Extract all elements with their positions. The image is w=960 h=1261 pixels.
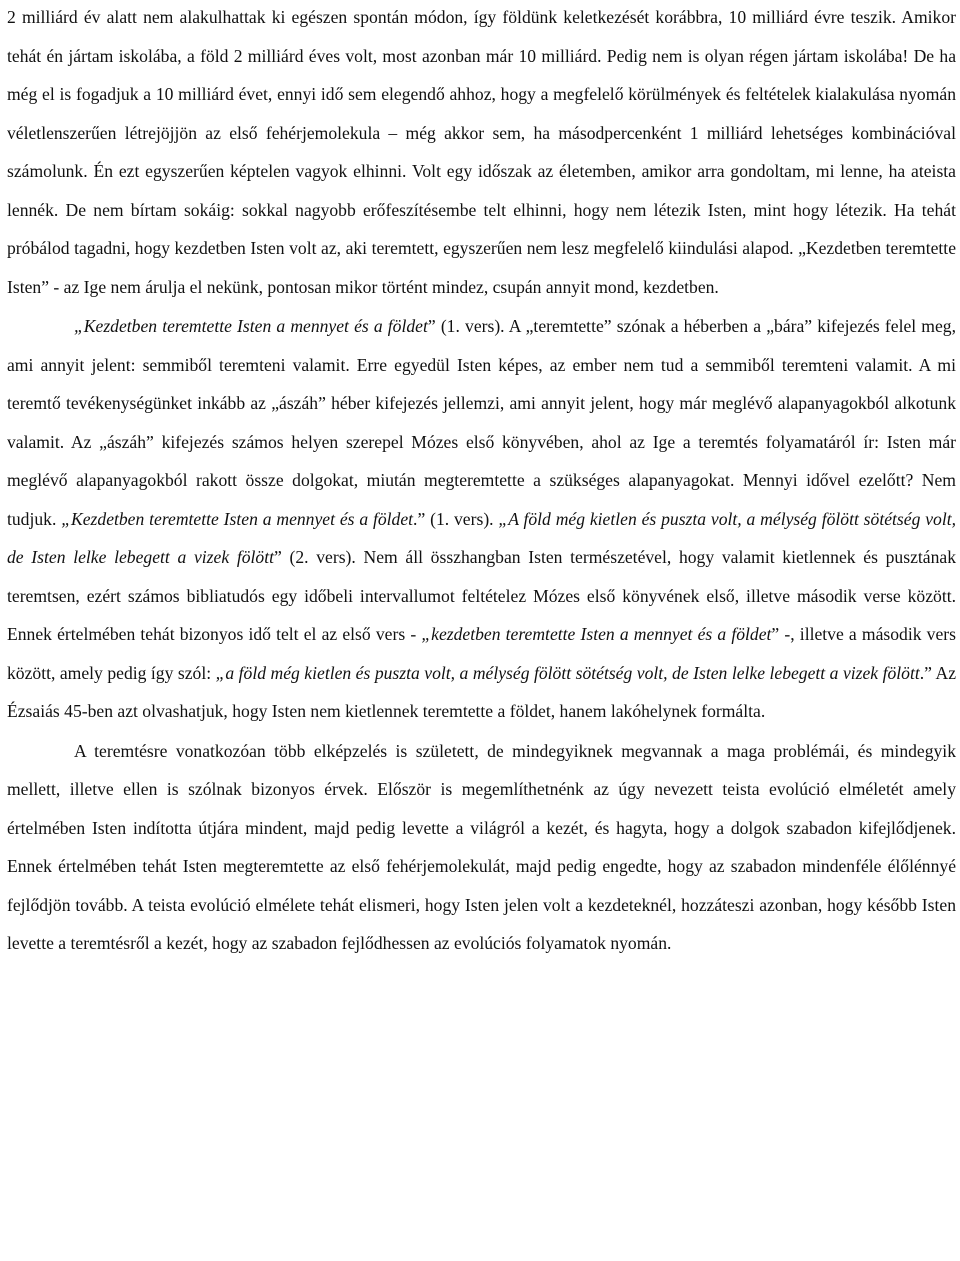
text-span: A teremtésre vonatkozóan több elképzelés is született, de mindegyiknek megvannak a maga problémái, és mindegyik mellett, illetve ellen is szólnak bizonyos érvek. Először is megemlíthetnénk az úgy nevezett teista evolúció elméletét amely értelmében Isten indította útjára mindent, majd pedig levette a világról a kezét, és hagyta, hogy a dolgok szabadon kifejlődjenek. Ennek értelmében tehát Isten megteremtette az első fehérjemolekulát, majd pedig engedte, hogy az szabadon mindenféle élőlénnyé fejlődjön tovább. A teista evolúció elmélete tehát elismeri, hogy Isten jelen volt a kezdeteknél, hozzáteszi azonban, hogy később Isten levette a teremtésről a kezét, hogy az szabadon fejlődhessen az evolúciós folyamatok nyomán. — [7, 740, 956, 953]
bible-quote: „a föld még kietlen és puszta volt, a mélység fölött sötétség volt, de Isten lelke lebegett a vizek fölött — [215, 662, 920, 683]
text-span: 2 milliárd év alatt nem alakulhattak ki egészen spontán módon, így földünk keletkezését korábbra, 10 milliárd évre teszik. Amikor tehát én jártam iskolába, a föld 2 milliárd éves volt, most azonban már 10 milliárd. Pedig nem is olyan régen jártam iskolába! De ha még el is fogadjuk a 10 milliárd évet, ennyi idő sem elegendő ahhoz, hogy a megfelelő körülmények és feltételek kialakulása nyomán véletlenszerűen létrejöjjön az első fehérjemolekula – még akkor sem, ha másodpercenként 1 milliárd lehetséges kombinációval számolunk. Én ezt egyszerűen képtelen vagyok elhinni. Volt egy időszak az életemben, amikor arra gondoltam, mi lenne, ha ateista lennék. De nem bírtam sokáig: sokkal nagyobb erőfeszítésembe telt elhinni, hogy nem létezik Isten, mint hogy létezik. Ha tehát próbálod tagadni, hogy kezdetben Isten volt az, aki teremtett, egyszerűen nem lesz megfelelő kiindulási alapod. „Kezdetben teremtette Isten” - az Ige nem árulja el nekünk, pontosan mikor történt mindez, csupán annyit mond, kezdetben. — [7, 7, 956, 297]
bible-quote: „Kezdetben teremtette Isten a mennyet és a földet — [74, 316, 428, 336]
text-span: .” Az Ézsaiás 45-ben azt olvashatjuk, hogy Isten nem kietlennek teremtette a földet, hanem lakóhelynek formálta. — [7, 662, 957, 721]
bible-quote: „A föld még kietlen és puszta volt, a mélység fölött sötétség volt, de Isten lelke lebegett a vizek fölött — [7, 508, 956, 567]
text-span: .” (1. vers). — [413, 508, 499, 529]
paragraph-theistic-evolution — [7, 732, 956, 963]
bible-quote: „kezdetben teremtette Isten a mennyet és a földet — [421, 624, 772, 644]
text-span: ” (2. vers). Nem áll összhangban Isten természetével, hogy valamit kietlennek és pusztának teremtsen, ezért számos bibliatudós egy időbeli intervallumot feltételez Mózes első könyvének első, illetve második verse között. Ennek értelmében tehát bizonyos idő telt el az első vers - — [7, 547, 956, 644]
text-span: ” (1. vers). A „teremtette” szónak a héberben a „bára” kifejezés felel meg, ami annyit jelent: semmiből teremteni valamit. Erre egyedül Isten képes, az ember nem tud a semmiből teremteni valamit. A mi teremtő tevékenységünket inkább az „ászáh” héber kifejezés jellemzi, ami annyit jelent, hogy már meglévő alapanyagokból alkotunk valamit. Az „ászáh” kifejezés számos helyen szerepel Mózes első könyvében, ahol az Ige a teremtés folyamatáról ír: Isten már meglévő alapanyagokból rakott össze dolgokat, miután megteremtette a szükséges alapanyagokat. Mennyi idővel ezelőtt? Nem tudjuk. — [7, 316, 956, 529]
paragraph-bara-asah — [7, 307, 956, 731]
paragraph-creation-age — [7, 0, 956, 306]
bible-quote: „Kezdetben teremtette Isten a mennyet és a földet — [61, 508, 414, 529]
text-span: ” -, illetve a második vers között, amely pedig így szól: — [7, 624, 956, 683]
